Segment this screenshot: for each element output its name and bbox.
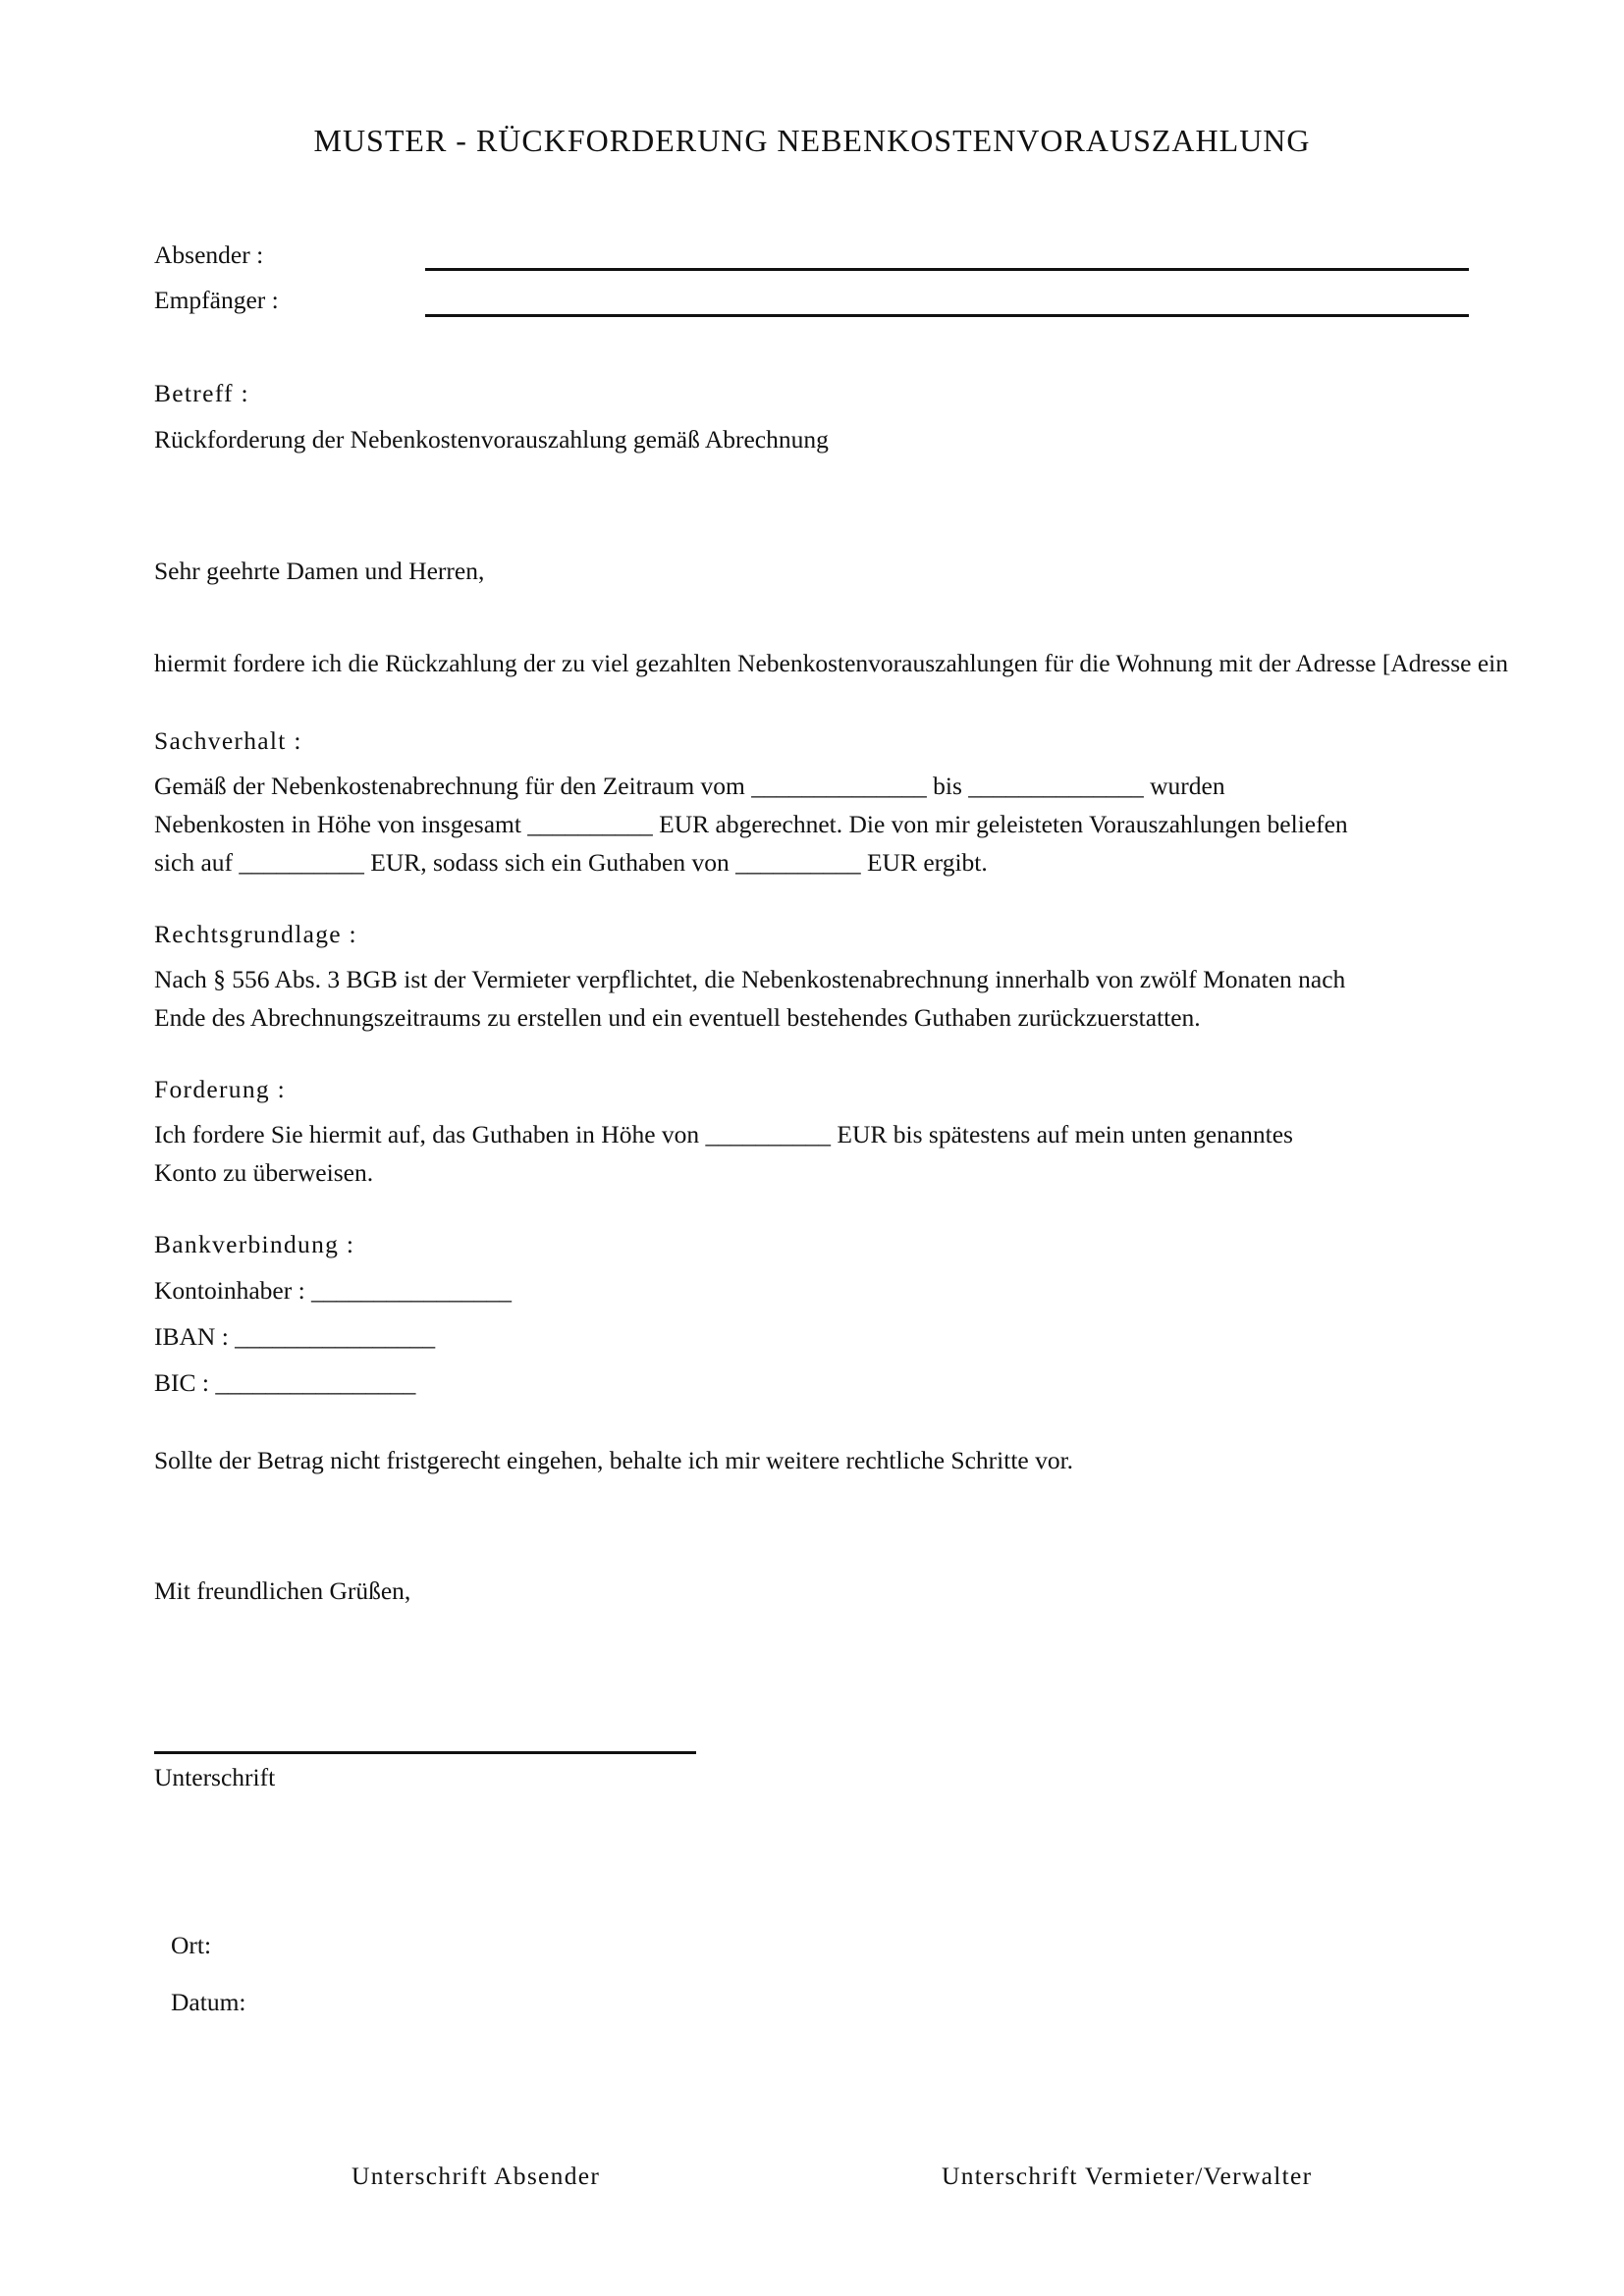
facts-line: Gemäß der Nebenkostenabrechnung für den Zeitraum vom ______________ bis ______________ wurden (154, 772, 1225, 800)
recipient-label: Empfänger : (154, 286, 279, 314)
place-label: Ort: (171, 1931, 212, 1959)
warning-text: Sollte der Betrag nicht fristgerecht eingehen, behalte ich mir weitere rechtliche Schritte vor. (154, 1446, 1074, 1474)
sender-label: Absender : (154, 240, 264, 269)
date-label: Datum: (171, 1988, 246, 2016)
facts-line: Nebenkosten in Höhe von insgesamt __________ EUR abgerechnet. Die von mir geleisteten Vorauszahlungen beliefen (154, 810, 1348, 838)
facts-paragraph (154, 767, 1348, 881)
legal-line: Ende des Abrechnungszeitraums zu erstellen und ein eventuell bestehendes Guthaben zurückzuerstatten. (154, 1003, 1201, 1032)
account-holder-field: Kontoinhaber : ________________ (154, 1276, 513, 1305)
legal-line: Nach § 556 Abs. 3 BGB ist der Vermieter verpflichtet, die Nebenkostenabrechnung innerhalb von zwölf Monaten nach (154, 965, 1346, 993)
landlord-signature-label: Unterschrift Vermieter/Verwalter (942, 2162, 1313, 2190)
subject-text: Rückforderung der Nebenkostenvorauszahlung gemäß Abrechnung (154, 425, 829, 454)
closing-text: Mit freundlichen Grüßen, (154, 1576, 411, 1605)
signature-label: Unterschrift (154, 1763, 276, 1791)
subject-label: Betreff : (154, 379, 249, 407)
facts-label: Sachverhalt : (154, 726, 302, 755)
iban-field: IBAN : ________________ (154, 1322, 436, 1351)
legal-label: Rechtsgrundlage : (154, 920, 357, 948)
bic-field: BIC : ________________ (154, 1368, 416, 1397)
sender-signature-label: Unterschrift Absender (352, 2162, 601, 2190)
facts-line: sich auf __________ EUR, sodass sich ein Guthaben von __________ EUR ergibt. (154, 848, 988, 877)
demand-line: Konto zu überweisen. (154, 1158, 374, 1187)
signature-line (154, 1751, 696, 1754)
salutation: Sehr geehrte Damen und Herren, (154, 557, 485, 585)
intro-text: hiermit fordere ich die Rückzahlung der zu viel gezahlten Nebenkostenvorauszahlungen für die Wohnung mit der Adresse [Adresse ein (154, 649, 1508, 677)
demand-paragraph (154, 1115, 1293, 1192)
demand-label: Forderung : (154, 1075, 286, 1103)
legal-paragraph (154, 960, 1345, 1037)
sender-line (425, 268, 1469, 271)
document-title: MUSTER - RÜCKFORDERUNG NEBENKOSTENVORAUSZAHLUNG (313, 123, 1311, 158)
demand-line: Ich fordere Sie hiermit auf, das Guthaben in Höhe von __________ EUR bis spätestens auf mein unten genanntes (154, 1120, 1293, 1148)
recipient-line (425, 314, 1469, 317)
bank-label: Bankverbindung : (154, 1230, 355, 1258)
